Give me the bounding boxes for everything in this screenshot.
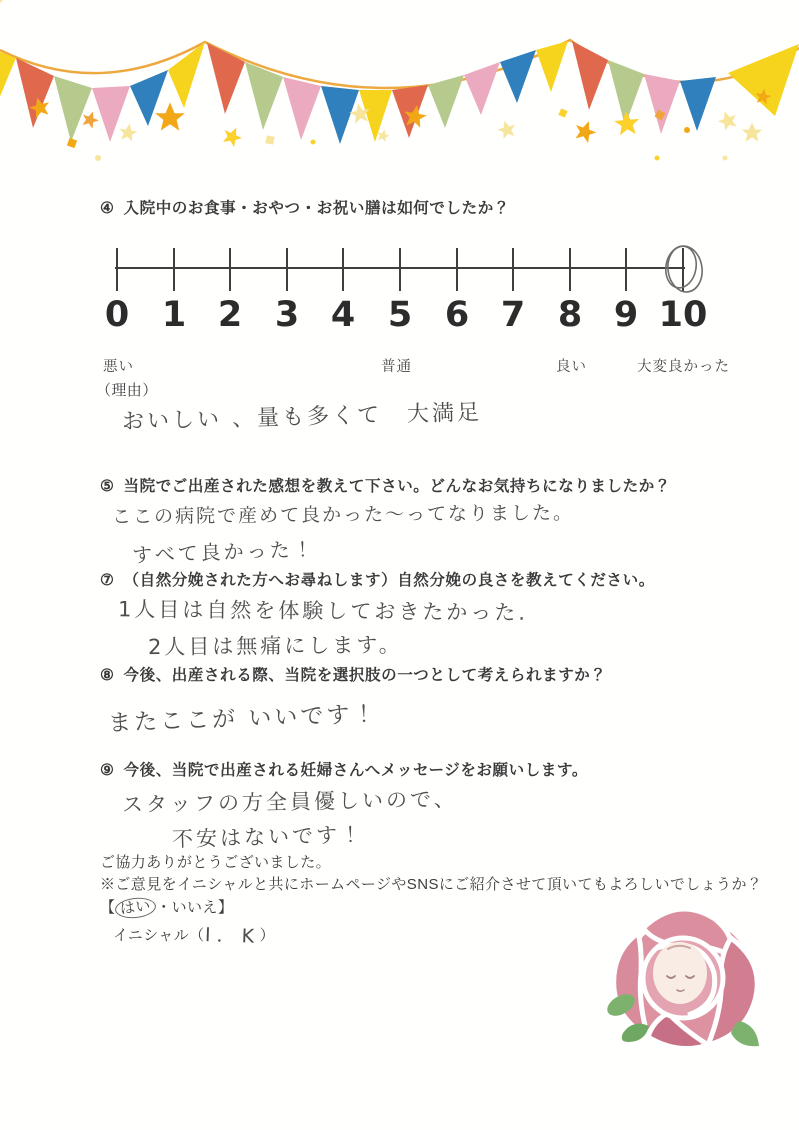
handwritten-initials: I．K (204, 924, 260, 948)
question-7-text: （自然分娩された方へお尋ねします）自然分娩の良さを教えてください。 (123, 572, 655, 589)
question-5 (100, 474, 671, 496)
handwritten-q8-answer: またここが いいです！ (107, 701, 379, 737)
svg-text:3: 3 (274, 295, 300, 335)
svg-text:7: 7 (500, 295, 526, 335)
handwritten-reason-answer: おいしい 、量も多くて 大満足 (121, 400, 483, 435)
svg-text:0: 0 (104, 295, 130, 335)
no-option: ・いいえ】 (156, 899, 234, 916)
initial-close: ） (259, 927, 275, 944)
reason-label: （理由） (96, 382, 158, 399)
scale-label-bad: 悪い (103, 359, 134, 375)
scale-label-good: 良い (556, 359, 587, 375)
thanks-text: ご協力ありがとうございました。 (100, 854, 332, 871)
svg-text:5: 5 (387, 295, 413, 335)
rose-sleeping-baby-logo (583, 893, 793, 1071)
question-5-number: ⑤ (100, 478, 115, 495)
bracket-open: 【 (100, 899, 116, 916)
handwritten-q7-answer-2: 2人目は無痛にします。 (147, 632, 403, 660)
circled-yes-answer: はい (114, 896, 157, 920)
sleeping-baby-face (653, 942, 707, 1004)
scale-tick-labels (105, 295, 708, 335)
scale-ticks (117, 248, 683, 291)
handwritten-q9-answer-1: スタッフの方全員優しいので、 (121, 787, 458, 817)
initial-line (113, 921, 275, 948)
svg-text:10: 10 (658, 295, 708, 335)
rating-scale (0, 238, 799, 338)
yes-no-choice (100, 896, 233, 918)
question-9-text: 今後、当院で出産される妊婦さんへメッセージをお願いします。 (123, 762, 588, 779)
question-4-text: 入院中のお食事・おやつ・お祝い膳は如何でしたか？ (123, 200, 510, 217)
question-4-number: ④ (100, 200, 115, 217)
handwritten-q5-answer-2: すべて良かった！ (131, 536, 317, 568)
scale-label-normal: 普通 (381, 359, 412, 375)
question-5-text: 当院でご出産された感想を教えて下さい。どんなお気持ちになりましたか？ (123, 478, 671, 495)
garland-string (0, 40, 799, 88)
svg-text:2: 2 (217, 295, 243, 335)
handwritten-q7-answer-1: 1人目は自然を体験しておきたかった. (117, 597, 529, 625)
svg-text:6: 6 (444, 295, 470, 335)
initial-label: イニシャル（ (113, 927, 205, 944)
question-7 (100, 568, 655, 590)
handwritten-q5-answer-1: ここの病院で産めて良かった～ってなりました。 (111, 501, 575, 529)
question-9 (100, 758, 588, 780)
question-9-number: ⑨ (100, 762, 115, 779)
question-4 (100, 196, 510, 218)
svg-text:4: 4 (330, 295, 356, 335)
scale-label-verygood: 大変良かった (637, 359, 730, 375)
svg-text:1: 1 (161, 295, 187, 335)
handwritten-q9-answer-2: 不安はないです！ (171, 822, 365, 852)
question-8-text: 今後、出産される際、当院を選択肢の一つとして考えられますか？ (123, 667, 607, 684)
svg-text:8: 8 (557, 295, 583, 335)
pennant-flags (0, 41, 799, 144)
question-7-number: ⑦ (100, 572, 115, 589)
question-8 (100, 663, 607, 685)
question-8-number: ⑧ (100, 667, 115, 684)
consent-question: ※ご意見をイニシャルと共にホームページやSNSにご紹介させて頂いてもよろしいでしょうか？ (100, 876, 763, 893)
svg-text:9: 9 (613, 295, 639, 335)
